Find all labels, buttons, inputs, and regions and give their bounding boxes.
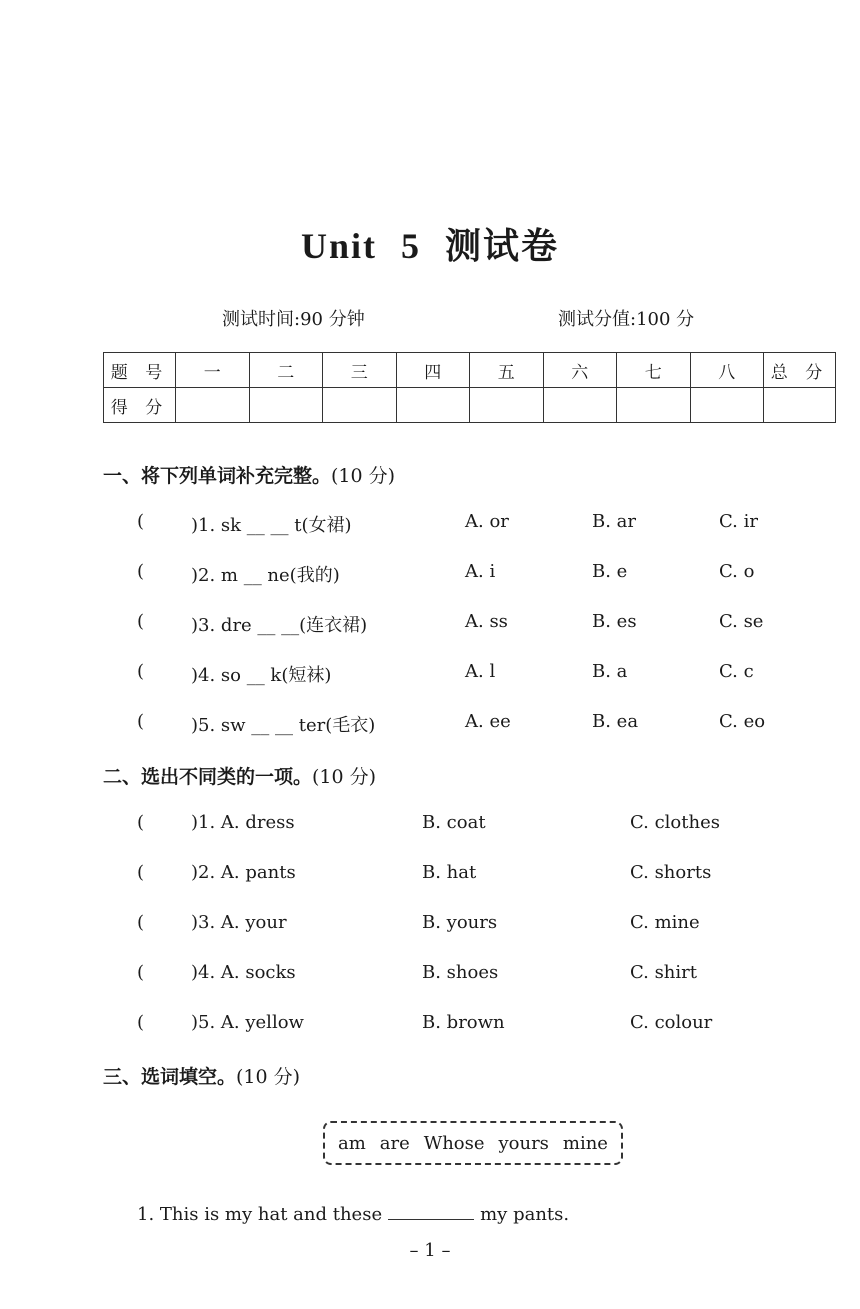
question-text: )4. so __ k(短袜)	[191, 665, 332, 686]
option-b: B. hat	[422, 862, 477, 883]
option-c: C. ir	[719, 511, 758, 532]
option-c: C. shorts	[630, 862, 712, 883]
answer-paren[interactable]: (	[137, 962, 145, 983]
option-c: C. c	[719, 661, 754, 682]
score-cell: 得 分	[104, 388, 176, 423]
score-cell: 三	[323, 353, 397, 388]
score-input-cell[interactable]	[470, 388, 544, 423]
score-input-cell[interactable]	[690, 388, 764, 423]
section-2-points: (10 分)	[312, 766, 377, 788]
option-c: C. clothes	[630, 812, 720, 833]
option-b: B. shoes	[422, 962, 499, 983]
question-text: )1. sk __ __ t(女裙)	[191, 515, 352, 536]
question-text: )5. sw __ __ ter(毛衣)	[191, 715, 376, 736]
question-row	[0, 661, 860, 691]
option-c: C. colour	[630, 1012, 713, 1033]
score-table	[103, 352, 836, 423]
answer-paren[interactable]: (	[137, 511, 145, 532]
option-c: C. o	[719, 561, 755, 582]
question-text: )1. A. dress	[191, 812, 295, 833]
option-b: B. a	[592, 661, 628, 682]
section-1-points: (10 分)	[331, 465, 396, 487]
question-row	[0, 561, 860, 591]
score-cell: 八	[690, 353, 764, 388]
question-row	[0, 611, 860, 641]
title-unit: Unit	[300, 226, 377, 266]
word-bank-word: Whose	[423, 1132, 485, 1154]
answer-paren[interactable]: (	[137, 862, 145, 883]
score-table-score-row	[104, 388, 836, 423]
answer-paren[interactable]: (	[137, 912, 145, 933]
question-text: )2. A. pants	[191, 862, 296, 883]
question-row	[0, 511, 860, 541]
option-c: C. eo	[719, 711, 766, 732]
section-2-heading	[103, 762, 376, 789]
score-input-cell[interactable]	[543, 388, 617, 423]
option-c: C. shirt	[630, 962, 697, 983]
answer-paren[interactable]: (	[137, 812, 145, 833]
score-input-cell[interactable]	[617, 388, 691, 423]
answer-paren[interactable]: (	[137, 611, 145, 632]
option-b: B. coat	[422, 812, 486, 833]
option-b: B. brown	[422, 1012, 505, 1033]
section-3-title: 三、选词填空。	[103, 1066, 237, 1088]
score-input-cell[interactable]	[176, 388, 250, 423]
option-a: A. ee	[465, 711, 511, 732]
section-3-heading	[103, 1062, 300, 1089]
score-input-cell[interactable]	[764, 388, 836, 423]
option-c: C. se	[719, 611, 764, 632]
sentence-end: my pants.	[480, 1204, 570, 1225]
sentence-start: 1. This is my hat and these	[137, 1204, 383, 1225]
question-row	[0, 862, 860, 892]
question-row	[0, 1012, 860, 1042]
word-bank-word: am	[337, 1132, 366, 1154]
answer-paren[interactable]: (	[137, 661, 145, 682]
option-a: A. l	[465, 661, 496, 682]
section-1-title: 一、将下列单词补充完整。	[103, 465, 332, 487]
fill-sentence	[137, 1203, 569, 1225]
title-number: 5	[401, 226, 421, 266]
answer-paren[interactable]: (	[137, 1012, 145, 1033]
page-title	[0, 218, 860, 269]
question-text: )3. A. your	[191, 912, 287, 933]
question-text: )5. A. yellow	[191, 1012, 304, 1033]
section-3-points: (10 分)	[236, 1066, 301, 1088]
score-cell: 五	[470, 353, 544, 388]
word-bank-box	[323, 1121, 623, 1165]
word-bank-word: yours	[498, 1132, 549, 1154]
question-row	[0, 962, 860, 992]
question-row	[0, 912, 860, 942]
score-cell: 二	[249, 353, 323, 388]
section-1-heading	[103, 461, 395, 488]
test-score: 测试分值:100 分	[558, 309, 695, 330]
answer-blank[interactable]	[388, 1203, 474, 1220]
score-input-cell[interactable]	[249, 388, 323, 423]
question-row	[0, 812, 860, 842]
score-cell: 题 号	[104, 353, 176, 388]
option-b: B. ar	[592, 511, 637, 532]
score-table-header-row	[104, 353, 836, 388]
score-cell: 七	[617, 353, 691, 388]
option-b: B. es	[592, 611, 637, 632]
score-cell: 总 分	[764, 353, 836, 388]
title-cn: 测试卷	[445, 226, 560, 266]
option-a: A. ss	[465, 611, 508, 632]
word-bank-word: mine	[562, 1132, 608, 1154]
page-number: – 1 –	[409, 1240, 451, 1261]
question-text: )3. dre __ __(连衣裙)	[191, 615, 368, 636]
option-b: B. e	[592, 561, 628, 582]
score-cell: 一	[176, 353, 250, 388]
section-2-title: 二、选出不同类的一项。	[103, 766, 313, 788]
score-cell: 六	[543, 353, 617, 388]
score-input-cell[interactable]	[323, 388, 397, 423]
option-a: A. or	[465, 511, 509, 532]
score-input-cell[interactable]	[396, 388, 470, 423]
question-row	[0, 711, 860, 741]
word-bank-word: are	[379, 1132, 410, 1154]
option-a: A. i	[465, 561, 496, 582]
test-time: 测试时间:90 分钟	[222, 309, 365, 330]
answer-paren[interactable]: (	[137, 711, 145, 732]
answer-paren[interactable]: (	[137, 561, 145, 582]
option-b: B. ea	[592, 711, 639, 732]
question-text: )2. m __ ne(我的)	[191, 565, 340, 586]
question-text: )4. A. socks	[191, 962, 296, 983]
option-b: B. yours	[422, 912, 498, 933]
option-c: C. mine	[630, 912, 700, 933]
score-cell: 四	[396, 353, 470, 388]
